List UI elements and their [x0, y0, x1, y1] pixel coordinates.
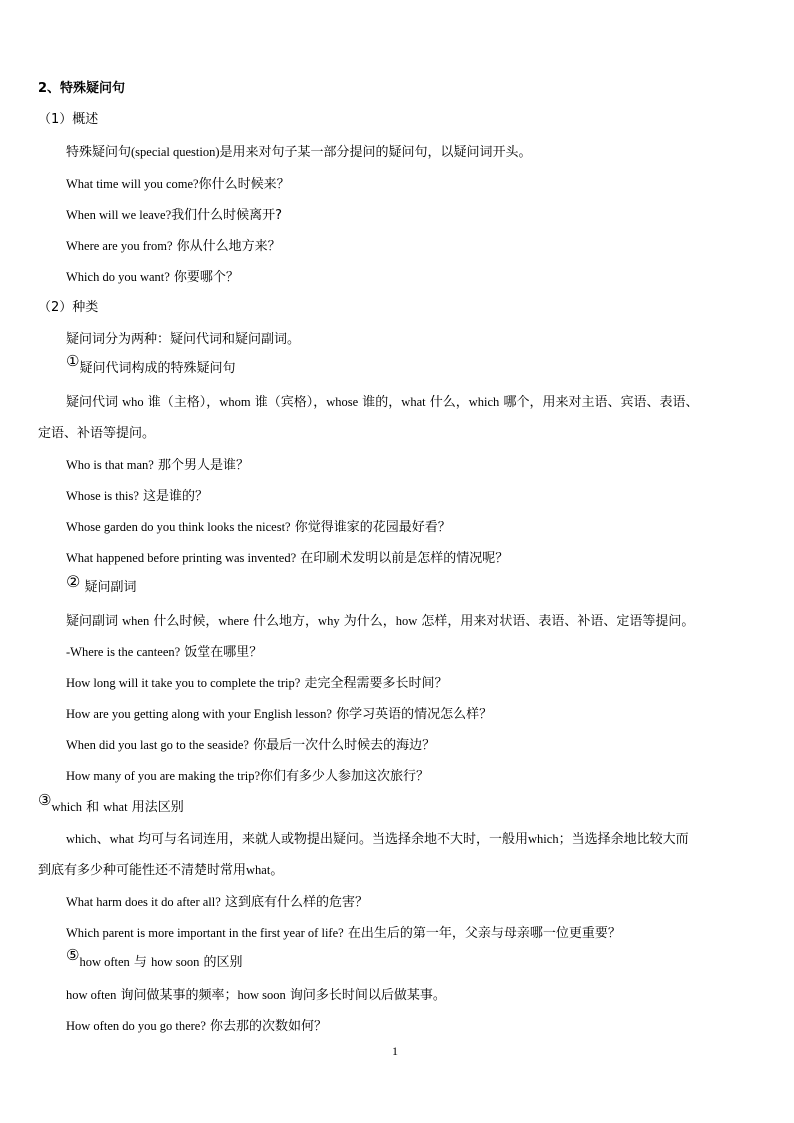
- types-intro: 疑问词分为两种：疑问代词和疑问副词。: [66, 332, 301, 347]
- how-often-subheading: ⑤how often 与 how soon 的区别: [66, 946, 243, 970]
- adverb-example: How are you getting along with your English lesson? 你学习英语的情况怎么样？: [66, 707, 493, 722]
- adverb-example: How long will it take you to complete the trip? 走完全程需要多长时间？: [66, 676, 448, 691]
- pronoun-description: 疑问代词 who 谁（主格），whom 谁（宾格），whose 谁的，what 什么，which 哪个，用来对主语、宾语、表语、: [66, 395, 699, 410]
- adverb-example: When did you last go to the seaside? 你最后一次什么时候去的海边？: [66, 738, 436, 753]
- which-what-description: which、what 均可与名词连用，来就人或物提出疑问。当选择余地不大时，一般用which；当选择余地比较大而: [66, 832, 689, 847]
- how-often-example: How often do you go there? 你去那的次数如何？: [66, 1019, 328, 1034]
- pronoun-description-cont: 定语、补语等提问。: [38, 426, 156, 441]
- pronoun-example: Whose garden do you think looks the nicest? 你觉得谁家的花园最好看？: [66, 520, 451, 535]
- pronoun-subheading: ①疑问代词构成的特殊疑问句: [66, 352, 236, 376]
- circled-number-3: ③: [38, 791, 52, 809]
- overview-example: Which do you want? 你要哪个？: [66, 270, 239, 285]
- circled-number-2: ②: [66, 572, 81, 591]
- adverb-subheading: ② 疑问副词: [66, 572, 137, 595]
- overview-example: When will we leave?我们什么时候离开?: [66, 208, 283, 223]
- overview-definition: 特殊疑问句(special question)是用来对句子某一部分提问的疑问句，以疑问词开头。: [66, 145, 532, 160]
- overview-example: Where are you from? 你从什么地方来？: [66, 239, 281, 254]
- adverb-example: -Where is the canteen? 饭堂在哪里？: [66, 645, 263, 660]
- adverb-description: 疑问副词 when 什么时候，where 什么地方，why 为什么，how 怎样，用来对状语、表语、补语、定语等提问。: [66, 614, 695, 629]
- which-what-example: What harm does it do after all? 这到底有什么样的危害？: [66, 895, 368, 910]
- how-often-description: how often 询问做某事的频率；how soon 询问多长时间以后做某事。: [66, 988, 446, 1003]
- overview-heading: （1）概述: [38, 112, 99, 127]
- section-title: 2、特殊疑问句: [38, 81, 126, 96]
- types-heading: （2）种类: [38, 300, 99, 315]
- circled-number-1: ①: [66, 352, 80, 370]
- circled-number-5: ⑤: [66, 946, 80, 964]
- which-what-description-cont: 到底有多少种可能性还不清楚时常用what。: [38, 863, 284, 878]
- page-number: 1: [392, 1044, 398, 1058]
- pronoun-example: Whose is this? 这是谁的？: [66, 489, 209, 504]
- adverb-example: How many of you are making the trip?你们有多少人参加这次旅行？: [66, 769, 430, 784]
- pronoun-example: Who is that man? 那个男人是谁？: [66, 458, 249, 473]
- which-what-example: Which parent is more important in the first year of life? 在出生后的第一年，父亲与母亲哪一位更重要？: [66, 926, 621, 941]
- overview-example: What time will you come?你什么时候来？: [66, 177, 290, 192]
- pronoun-example: What happened before printing was invented? 在印刷术发明以前是怎样的情况呢？: [66, 551, 509, 566]
- which-what-subheading: ③which 和 what 用法区别: [38, 791, 184, 815]
